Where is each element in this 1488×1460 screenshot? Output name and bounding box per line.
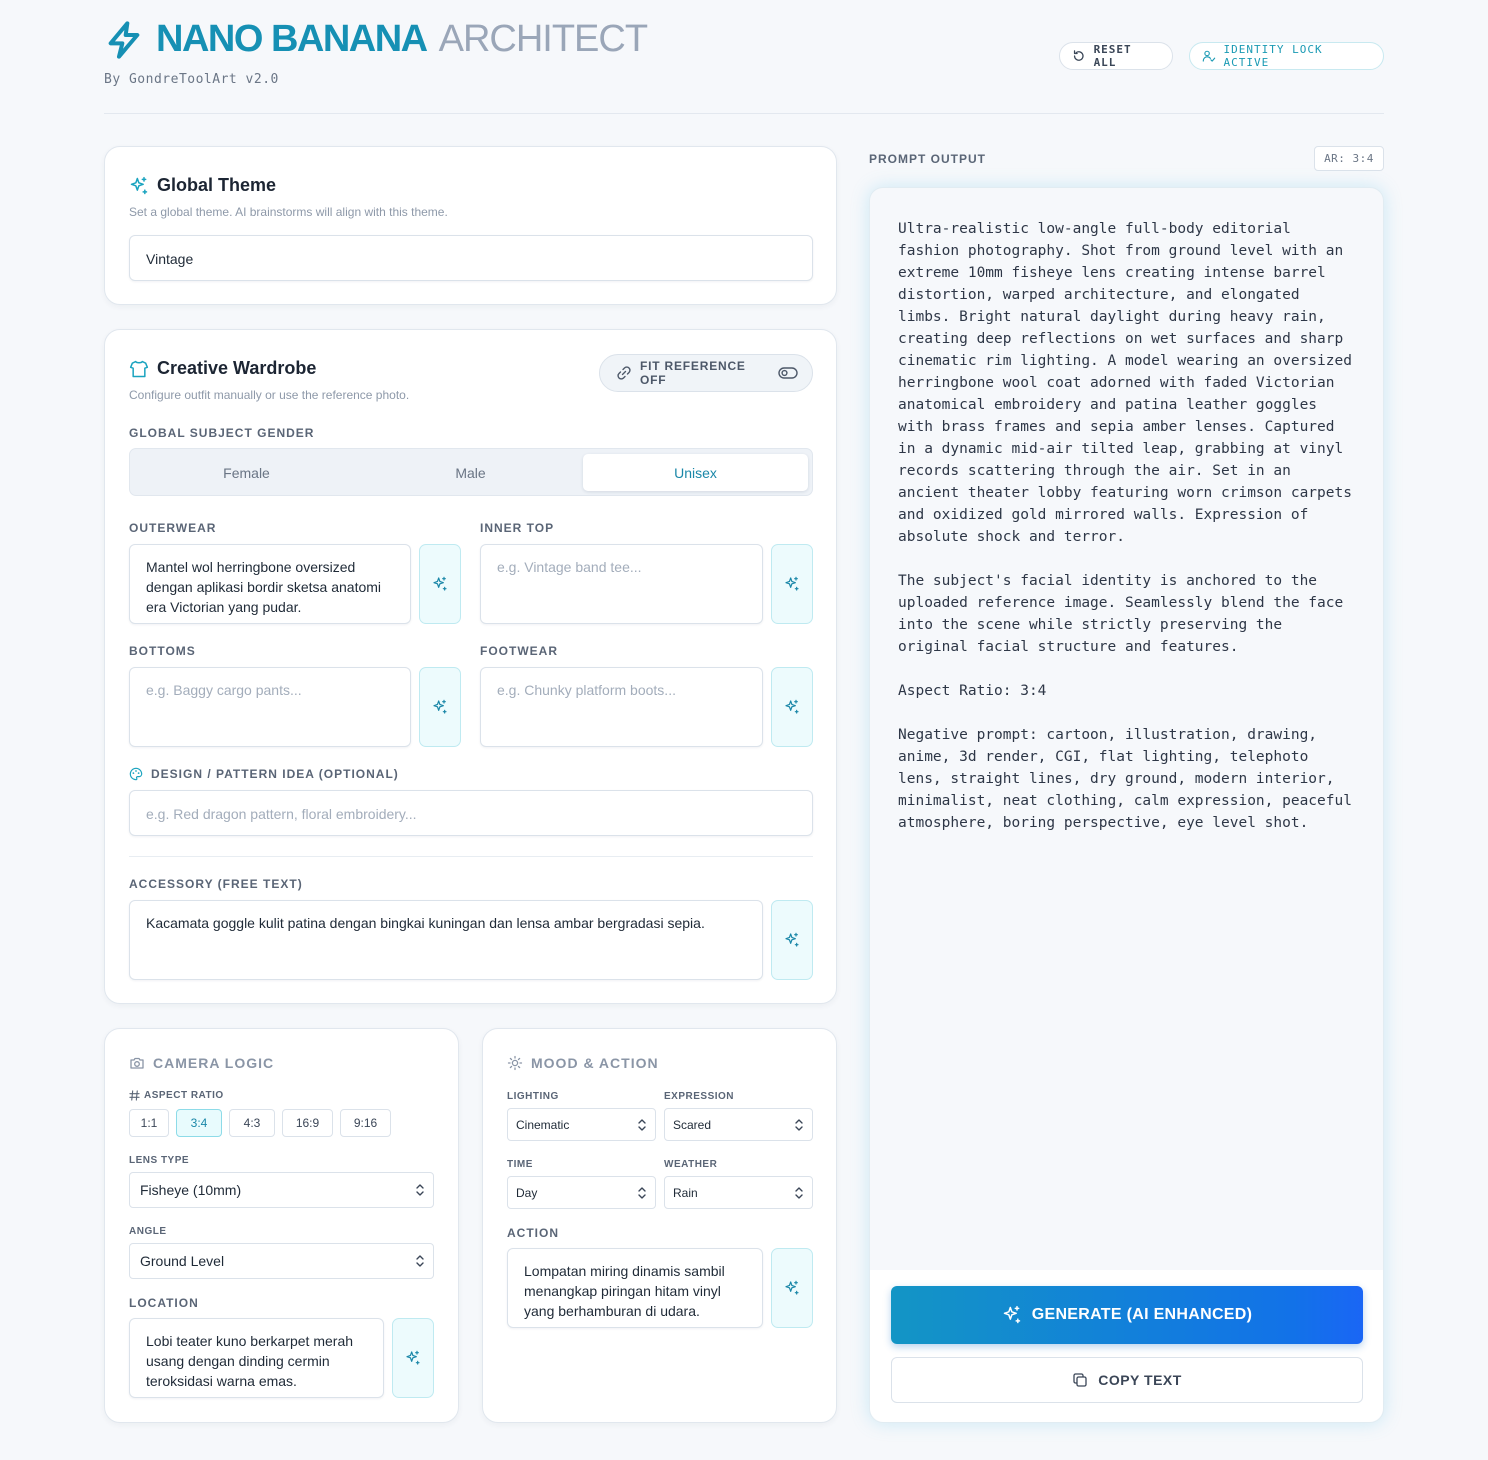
global-theme-desc: Set a global theme. AI brainstorms will align with this theme.: [129, 205, 448, 219]
lighting-label: LIGHTING: [507, 1091, 559, 1102]
toggle-off-icon: [778, 366, 798, 380]
shirt-icon: [129, 359, 149, 379]
aspect-label-row: [129, 1090, 224, 1101]
expression-select[interactable]: [664, 1108, 813, 1141]
outerwear-ai-button[interactable]: [419, 544, 461, 624]
footwear-field[interactable]: [480, 667, 763, 747]
action-label: ACTION: [507, 1226, 559, 1240]
lens-select[interactable]: [129, 1172, 434, 1208]
gender-selector: [129, 448, 813, 496]
time-label: TIME: [507, 1159, 533, 1170]
expression-label: EXPRESSION: [664, 1091, 735, 1102]
creative-wardrobe-desc: Configure outfit manually or use the reference photo.: [129, 388, 410, 402]
lens-label: LENS TYPE: [129, 1155, 190, 1166]
accessory-field[interactable]: Kacamata goggle kulit patina dengan bingkai kuningan dan lensa ambar bergradasi sepia.: [129, 900, 763, 980]
gender-option-female[interactable]: Female: [223, 464, 270, 481]
bottoms-field[interactable]: [129, 667, 411, 747]
mood-action-heading: MOOD & ACTION: [531, 1055, 659, 1071]
aspect-option-1-1[interactable]: 1:1: [129, 1109, 169, 1137]
aspect-label: ASPECT RATIO: [144, 1090, 224, 1101]
angle-label: ANGLE: [129, 1226, 167, 1237]
copy-text-button[interactable]: [891, 1357, 1363, 1403]
angle-select[interactable]: [129, 1243, 434, 1279]
prompt-output-text[interactable]: Ultra-realistic low-angle full-body editorial fashion photography. Shot from ground level with an extreme 10mm fisheye lens creating intense barrel distortion, warped architecture, and elongated limbs. Bright natural daylight during heavy rain, creating deep reflections on wet surfaces and sharp cinematic rim lighting. A model wearing an oversized herringbone wool coat adorned with faded Victorian anatomical embroidery and patina leather goggles with brass frames and sepia amber lenses. Captured in a dynamic mid-air tilted leap, grabbing at vinyl records scattering through the air. Set in an ancient theater lobby featuring worn crimson carpets and oxidized gold mirrored walls. Expression of absolute shock and terror. The subject's facial identity is anchored to the uploaded reference image. Seamlessly blend the face into the scene while strictly preserving the original facial structure and features. Aspect Ratio: 3:4 Negative prompt: cartoon, illustration, drawing, anime, 3d render, CGI, flat lighting, telephoto lens, straight lines, dry ground, modern interior, minimalist, neat clothing, calm expression, peaceful atmosphere, boring perspective, eye level shot.: [898, 221, 1352, 831]
creative-wardrobe-heading: Creative Wardrobe: [157, 358, 317, 378]
user-check-icon: [1202, 49, 1216, 63]
sparkles-icon: [784, 932, 800, 948]
palette-icon: [129, 767, 143, 781]
app-header: [104, 18, 1384, 114]
weather-select[interactable]: [664, 1176, 813, 1209]
inner-top-ai-button[interactable]: [771, 544, 813, 624]
camera-logic-card: [104, 1028, 459, 1423]
aspect-option-4-3[interactable]: 4:3: [229, 1109, 275, 1137]
aspect-option-9-16[interactable]: 9:16: [340, 1109, 391, 1137]
identity-lock-label: IDENTITY LOCK ACTIVE: [1223, 43, 1323, 69]
creative-wardrobe-title: [129, 358, 409, 379]
sun-icon: [507, 1055, 523, 1071]
hash-icon: [129, 1090, 140, 1101]
reset-icon: [1072, 49, 1086, 63]
global-theme-card: [104, 146, 837, 305]
inner-top-field[interactable]: [480, 544, 763, 624]
weather-label: WEATHER: [664, 1159, 718, 1170]
bottoms-ai-button[interactable]: [419, 667, 461, 747]
fit-reference-label: FIT REFERENCE OFF: [640, 359, 746, 387]
reset-all-button[interactable]: [1059, 42, 1173, 70]
app-title: NANO BANANA: [156, 18, 427, 60]
sparkles-icon: [129, 176, 149, 196]
time-select[interactable]: [507, 1176, 656, 1209]
bolt-icon: [104, 20, 144, 60]
inner-top-placeholder: e.g. Vintage band tee...: [497, 559, 642, 575]
fit-reference-toggle[interactable]: [599, 354, 813, 392]
chevron-updown-icon: [415, 1254, 425, 1268]
outerwear-label: OUTERWEAR: [129, 521, 217, 535]
weather-value: Rain: [673, 1185, 698, 1200]
sparkles-icon: [1002, 1305, 1022, 1325]
creative-wardrobe-card: [104, 329, 837, 1004]
sparkles-icon: [432, 699, 448, 715]
footwear-placeholder: e.g. Chunky platform boots...: [497, 682, 676, 698]
reset-all-label: RESET ALL: [1093, 43, 1132, 69]
generate-button[interactable]: [891, 1286, 1363, 1344]
global-theme-input[interactable]: Vintage: [129, 235, 813, 281]
output-actions: [870, 1270, 1383, 1422]
sparkles-icon: [432, 576, 448, 592]
location-field[interactable]: Lobi teater kuno berkarpet merah usang dengan dinding cermin teroksidasi warna emas.: [129, 1318, 384, 1398]
chevron-updown-icon: [637, 1186, 647, 1200]
prompt-output-panel: [869, 187, 1384, 1423]
lighting-select[interactable]: [507, 1108, 656, 1141]
lighting-value: Cinematic: [516, 1117, 570, 1132]
inner-top-label: INNER TOP: [480, 521, 555, 535]
identity-lock-button[interactable]: [1189, 42, 1384, 70]
copy-icon: [1072, 1372, 1088, 1388]
location-label: LOCATION: [129, 1296, 199, 1310]
prompt-output-label: PROMPT OUTPUT: [869, 152, 986, 166]
lens-value: Fisheye (10mm): [140, 1182, 242, 1198]
expression-value: Scared: [673, 1117, 712, 1132]
design-placeholder: e.g. Red dragon pattern, floral embroidery...: [146, 806, 417, 822]
chevron-updown-icon: [637, 1118, 647, 1132]
sparkles-icon: [784, 1280, 800, 1296]
aspect-option-16-9[interactable]: 16:9: [282, 1109, 333, 1137]
chevron-updown-icon: [794, 1186, 804, 1200]
design-label-row: [129, 767, 399, 781]
mood-action-card: [482, 1028, 837, 1423]
sparkles-icon: [784, 576, 800, 592]
link-icon: [616, 365, 632, 381]
action-field[interactable]: Lompatan miring dinamis sambil menangkap piringan hitam vinyl yang berhamburan di udara.: [507, 1248, 763, 1328]
aspect-ratio-badge: AR: 3:4: [1314, 146, 1384, 171]
angle-value: Ground Level: [140, 1253, 225, 1269]
accessory-label: ACCESSORY (FREE TEXT): [129, 877, 303, 891]
mood-action-title: [507, 1055, 659, 1071]
wardrobe-divider: [129, 856, 813, 857]
design-label: DESIGN / PATTERN IDEA (OPTIONAL): [151, 767, 399, 781]
aspect-option-3-4[interactable]: 3:4: [176, 1109, 222, 1137]
brand: [104, 18, 647, 61]
gender-label: GLOBAL SUBJECT GENDER: [129, 426, 315, 440]
footwear-ai-button[interactable]: [771, 667, 813, 747]
camera-icon: [129, 1055, 145, 1071]
outerwear-field[interactable]: Mantel wol herringbone oversized dengan aplikasi bordir sketsa anatomi era Victorian yang pudar.: [129, 544, 411, 624]
sparkles-icon: [784, 699, 800, 715]
time-value: Day: [516, 1185, 538, 1200]
app-subtitle: ARCHITECT: [438, 18, 648, 60]
generate-label: GENERATE (AI ENHANCED): [1031, 1306, 1253, 1323]
accessory-ai-button[interactable]: [771, 900, 813, 980]
design-field[interactable]: [129, 790, 813, 836]
global-theme-title: [129, 175, 448, 196]
byline: By GondreToolArt v2.0: [104, 72, 279, 87]
footwear-label: FOOTWEAR: [480, 644, 558, 658]
action-ai-button[interactable]: [771, 1248, 813, 1328]
chevron-updown-icon: [794, 1118, 804, 1132]
gender-option-male[interactable]: Male: [455, 464, 486, 481]
copy-text-label: COPY TEXT: [1098, 1372, 1182, 1388]
bottoms-label: BOTTOMS: [129, 644, 196, 658]
bottoms-placeholder: e.g. Baggy cargo pants...: [146, 682, 302, 698]
location-ai-button[interactable]: [392, 1318, 434, 1398]
camera-logic-title: [129, 1055, 274, 1071]
sparkles-icon: [405, 1350, 421, 1366]
global-theme-heading: Global Theme: [157, 175, 277, 195]
gender-option-unisex[interactable]: Unisex: [583, 454, 808, 491]
chevron-updown-icon: [415, 1183, 425, 1197]
camera-logic-heading: CAMERA LOGIC: [153, 1055, 275, 1071]
